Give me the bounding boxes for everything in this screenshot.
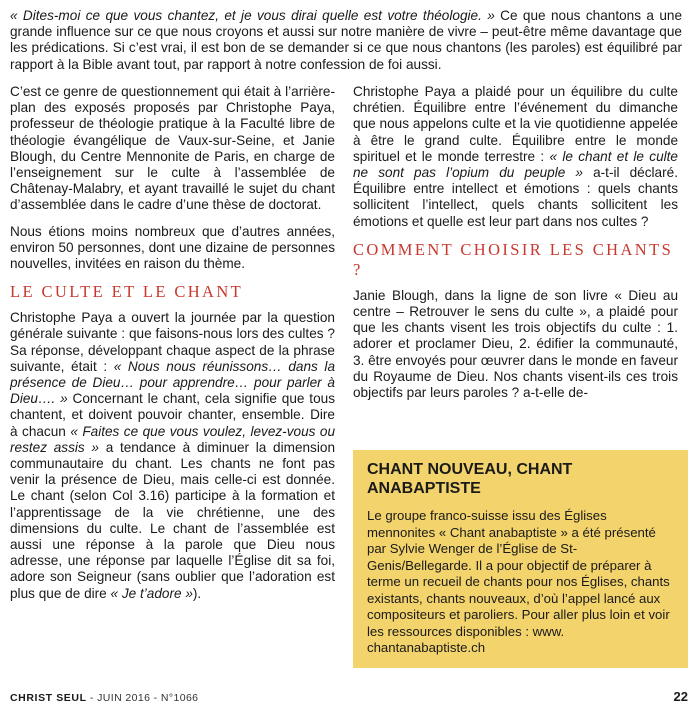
sidebar-title: CHANT NOUVEAU, CHANT ANABAPTISTE: [367, 461, 573, 497]
p3-text-d: ).: [192, 585, 202, 601]
page-footer: [10, 690, 688, 706]
left-column: [10, 84, 335, 602]
left-paragraph-1: C’est ce genre de questionnement qui était à l’arrière-plan des exposés proposés par Christophe Paya, professeur de théologie pratique à la Faculté libre de théologie évangélique de Vaux-sur-Seine, et Janie Blough, du Centre Mennonite de Paris, en charge de l’enseignement sur le culte à l’assemblée de Châtenay-Malabry, et ayant travaillé le sujet du chant d’assemblée dans le cadre d’une thèse de doctorat.: [10, 84, 335, 213]
r1-text-b: a-t-il déclaré. Équilibre entre intellect et émotions : quels chants sollicitent l’intellect, quels chants sollicitent les émotions et quelle est leur part dans nos cultes ?: [353, 165, 678, 229]
sidebar-text: Le groupe franco-suisse issu des Églises mennonites « Chant anabaptiste » a été présenté par Sylvie Wenger de l’Église de St-Genis/Bellegarde. Il a pour objectif de préparer à terme un recueil de chants pour nos Églises, chants existants, chants nouveaux, d’où l’appel lancé aux compositeurs et paroliers. Pour aller plus loin et voir les ressources disponibles : www. chantanabaptiste.ch: [367, 508, 670, 655]
section-heading-choisir-chants: COMMENT CHOISIR LES CHANTS ?: [353, 239, 674, 279]
right-paragraph-2: Janie Blough, dans la ligne de son livre « Dieu au centre – Retrouver le sens du culte », a plaidé pour que les chants visent les trois objectifs du culte : 1. adorer et proclamer Dieu, 2. édifier la communauté, 3. être envoyés pour œuvrer dans le monde en faveur du Royaume de Dieu. Nos chants visent-ils ces trois objectifs par leurs paroles ? a-t-elle de-: [353, 287, 678, 401]
left-paragraph-2: Nous étions moins nombreux que d’autres années, environ 50 personnes, dont une dizaine de personnes nouvelles, invitées en raison du thème.: [10, 223, 335, 272]
p3-text-a: Christophe Paya a ouvert la journée par la question générale suivante : que faisons-nous lors des cultes ? Sa réponse, développant chaque aspect de la phrase suivante, était :: [10, 310, 335, 374]
p3-quote-2: « Faites ce que vous voulez, levez-vous ou restez assis »: [10, 423, 335, 455]
sidebar-box: [353, 450, 688, 668]
intro-quote: « Dites-moi ce que vous chantez, et je vous dirai quelle est votre théologie. »: [10, 8, 495, 23]
intro-paragraph: [10, 8, 682, 73]
r1-text-a: Christophe Paya a plaidé pour un équilibre du culte chrétien. Équilibre entre l’événement du dimanche que nous appelons culte et la vie quotidienne appelée à être le grand culte. Équilibre entre le monde spirituel et le monde terrestre :: [353, 84, 678, 164]
left-paragraph-3: [10, 310, 335, 602]
r1-quote: « le chant et le culte ne sont pas l’opium du peuple »: [353, 148, 678, 181]
intro-text: Ce que nous chantons a une grande influence sur ce que nous croyons et aussi sur notre manière de vivre – peut-être même davantage que les prédications. Si c’est vrai, il est bon de se demander si ce que nous chantons (les paroles) est équilibré par rapport à la Bible avant tout, par rapport à notre confession de foi aussi.: [10, 8, 683, 72]
page-number: 22: [673, 689, 688, 704]
issue-info: - JUIN 2016 - N°1066: [86, 692, 199, 704]
p3-text-b: Concernant le chant, cela signifie que tous chantent, et doivent pouvoir chanter, ensemble. Dire à chacun: [10, 391, 335, 439]
right-paragraph-1: [353, 84, 678, 230]
p3-quote-3: « Je t’adore »: [110, 585, 193, 601]
section-heading-culte-chant: LE CULTE ET LE CHANT: [10, 282, 244, 302]
p3-text-c: a tendance à diminuer la dimension communautaire du chant. Les chants ne font pas venir la présence de Dieu, mais celle-ci est donnée. Le chant (selon Col 3.16) participe à la formation et l’apprentissage de la vie chrétienne, une des dimensions du culte. Le chant de l’assemblée est aussi une réponse à la parole que Dieu nous adresse, une réponse par laquelle l’Église dit sa foi, adore son Seigneur (sans oublier que l’adoration est plus que de dire: [10, 439, 335, 601]
publication-name: CHRIST SEUL: [10, 692, 87, 704]
right-column: [353, 84, 678, 401]
p3-quote-1: « Nous nous réunissons… dans la présence de Dieu… pour apprendre… pour parler à Dieu…. »: [10, 358, 336, 407]
